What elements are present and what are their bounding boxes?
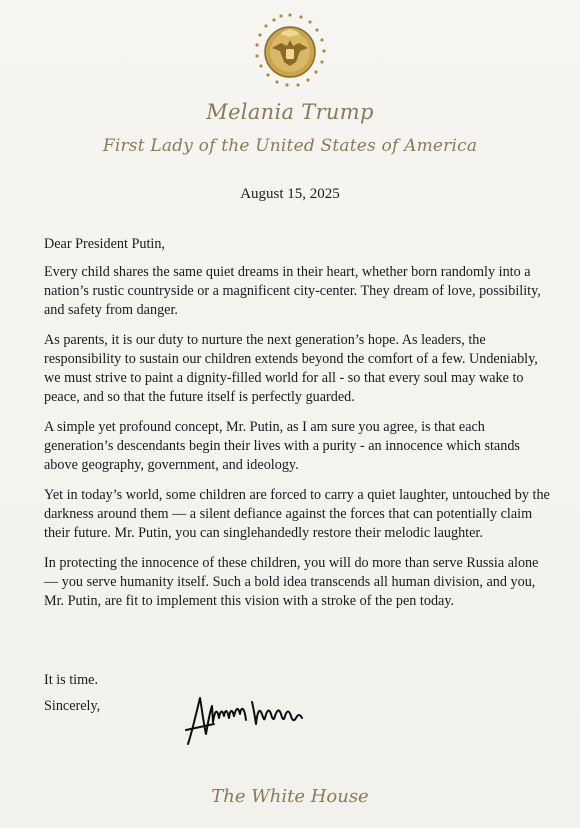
salutation: Dear President Putin, xyxy=(44,236,165,252)
signature-icon xyxy=(184,688,320,750)
paragraph-1: Every child shares the same quiet dreams in their heart, whether born randomly into a nation’s rustic countryside or a magnificent city-center. They dream of love, possibility, and safety from danger. xyxy=(44,264,541,318)
letter-date: August 15, 2025 xyxy=(240,186,340,202)
footer-white-house: The White House xyxy=(211,786,369,807)
letter-body xyxy=(44,235,550,622)
sign-off: Sincerely, xyxy=(44,698,101,714)
paragraph-4: Yet in today’s world, some children are forced to carry a quiet laughter, untouched by the darkness around them — a silent defiance against the forces that can potentially claim their future. Mr. Putin, you can singlehandedly restore their melodic laughter. xyxy=(44,487,550,541)
letterhead-name: Melania Trump xyxy=(206,100,374,124)
presidential-seal-icon xyxy=(250,10,330,90)
paragraph-2: As parents, it is our duty to nurture the next generation’s hope. As leaders, the responsibility to sustain our children extends beyond the comfort of a few. Undeniably, we must strive to paint a dignity-filled world for all - so that every soul may wake to peace, and so that the future itself is perfectly guarded. xyxy=(44,332,538,405)
paragraph-5: In protecting the innocence of these children, you will do more than serve Russia alone — you serve humanity itself. Such a bold idea transcends all human division, and you, Mr. Putin, are fit to implement this vision with a stroke of the pen today. xyxy=(44,555,539,609)
letterhead-title: First Lady of the United States of America xyxy=(102,136,478,156)
paragraph-3: A simple yet profound concept, Mr. Putin, as I am sure you agree, is that each generation’s descendants begin their lives with a purity - an innocence which stands above geography, government, and ideology. xyxy=(44,419,520,473)
closing-line: It is time. xyxy=(44,672,98,688)
